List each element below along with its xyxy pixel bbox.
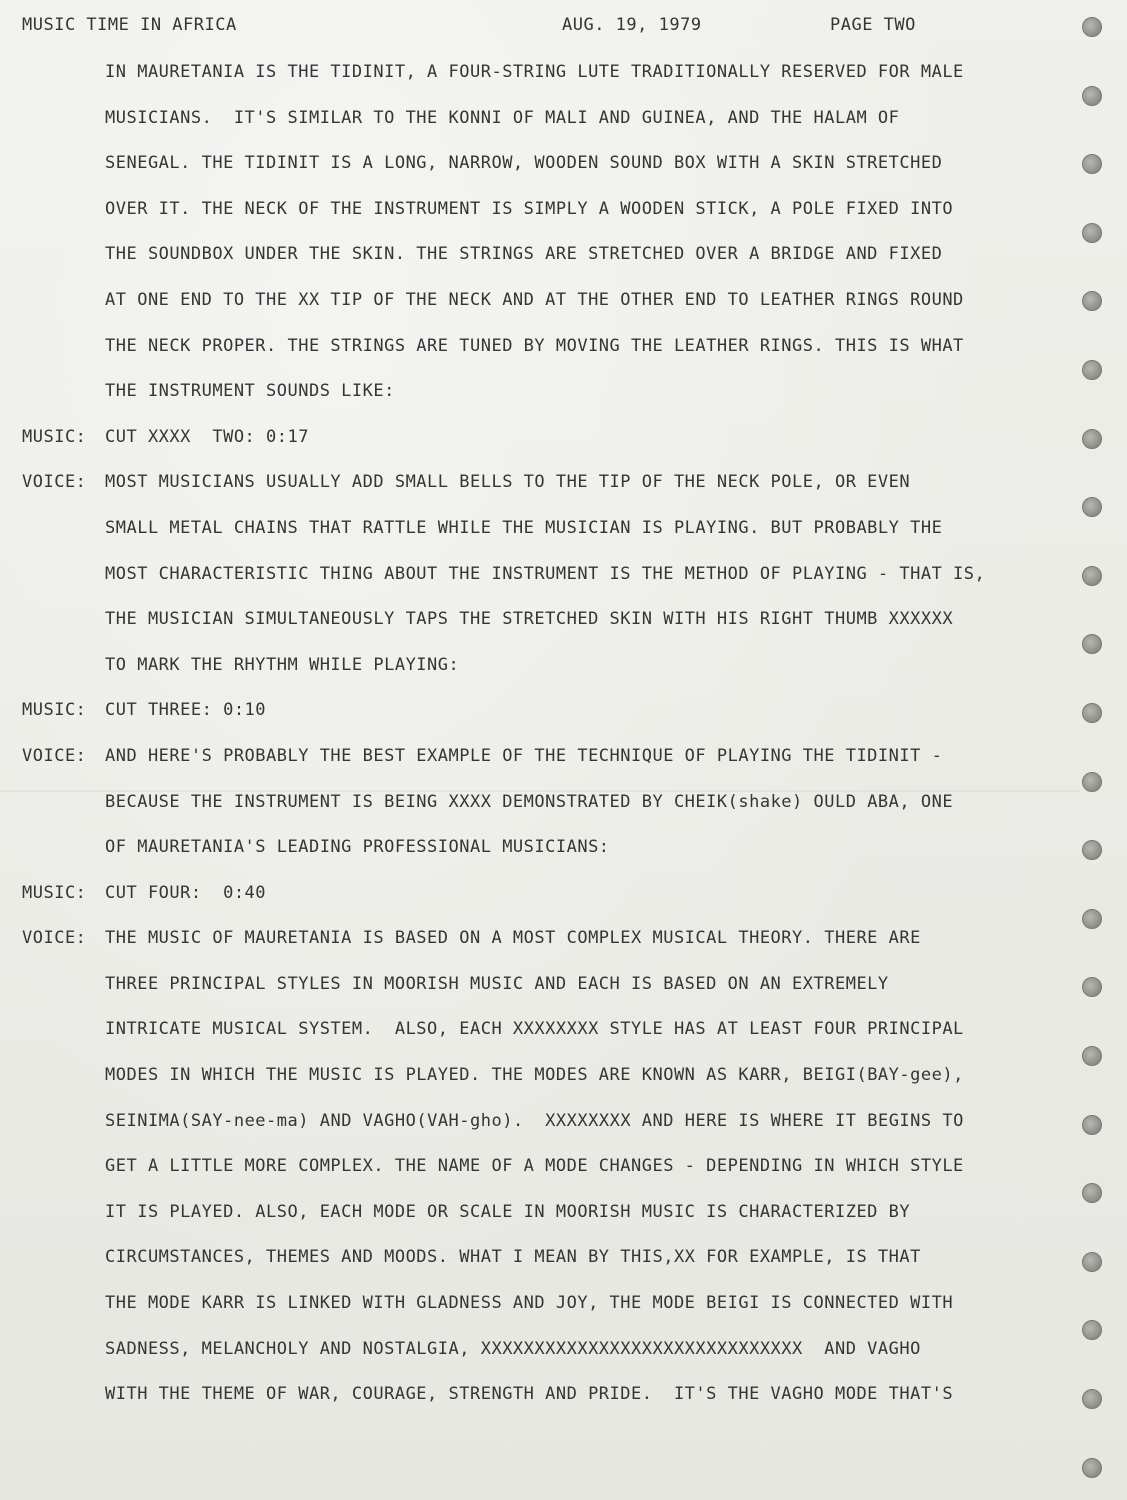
script-line — [22, 650, 1062, 696]
script-line — [22, 1242, 1062, 1288]
feed-hole — [1082, 1115, 1102, 1135]
script-line — [22, 1334, 1062, 1380]
tractor-feed-holes — [1082, 0, 1104, 1500]
line-text — [105, 1379, 953, 1409]
script-line — [22, 695, 1062, 741]
line-text — [105, 57, 964, 87]
text-segment: SMALL METAL CHAINS THAT RATTLE WHILE THE MUSICIAN IS PLAYING. BUT PROBABLY THE — [105, 517, 943, 538]
line-text — [105, 650, 459, 680]
pronunciation-guide: BAY-gee — [867, 1065, 943, 1086]
feed-hole — [1082, 291, 1102, 311]
line-text — [105, 741, 942, 771]
script-line — [22, 832, 1062, 878]
feed-hole — [1082, 840, 1102, 860]
feed-hole — [1082, 909, 1102, 929]
script-line — [22, 787, 1062, 833]
feed-hole — [1082, 1046, 1102, 1066]
text-segment: CUT THREE: 0:10 — [105, 700, 267, 721]
line-text — [105, 376, 395, 406]
line-text — [105, 194, 953, 224]
line-text — [105, 1242, 921, 1272]
script-line — [22, 1106, 1062, 1152]
text-segment: SENEGAL. THE TIDINIT IS A LONG, NARROW, WOODEN SOUND BOX WITH A SKIN STRETCHED — [105, 153, 943, 174]
script-line — [22, 422, 1062, 468]
feed-hole — [1082, 566, 1102, 586]
cue-label: VOICE: — [22, 745, 87, 766]
line-text — [105, 787, 953, 817]
text-segment: THE MODE KARR IS LINKED WITH GLADNESS AND JOY, THE MODE BEIGI IS CONNECTED WITH — [105, 1293, 954, 1314]
feed-hole — [1082, 1389, 1102, 1409]
pronunciation-guide: SAY-nee-ma — [190, 1110, 299, 1131]
script-line — [22, 467, 1062, 513]
line-text — [105, 239, 942, 269]
text-segment: CUT XXXX TWO: 0:17 — [105, 426, 309, 447]
text-segment: ). XXXXXXXX AND HERE IS WHERE IT BEGINS TO — [502, 1110, 964, 1131]
line-text — [105, 1106, 964, 1136]
feed-hole — [1082, 1458, 1102, 1478]
script-line — [22, 376, 1062, 422]
text-segment: AND HERE'S PROBABLY THE BEST EXAMPLE OF THE TECHNIQUE OF PLAYING THE TIDINIT - — [105, 745, 943, 766]
text-segment: MOST MUSICIANS USUALLY ADD SMALL BELLS TO THE TIP OF THE NECK POLE, OR EVEN — [105, 472, 911, 493]
text-segment: MUSICIANS. IT'S SIMILAR TO THE KONNI OF MALI AND GUINEA, AND THE HALAM OF — [105, 107, 900, 128]
script-line — [22, 1197, 1062, 1243]
text-segment: THE MUSICIAN SIMULTANEOUSLY TAPS THE STRETCHED SKIN WITH HIS RIGHT THUMB XXXXXX — [105, 609, 954, 630]
text-segment: THE NECK PROPER. THE STRINGS ARE TUNED BY MOVING THE LEATHER RINGS. THIS IS WHAT — [105, 335, 964, 356]
script-line — [22, 1288, 1062, 1334]
text-segment: THE MUSIC OF MAURETANIA IS BASED ON A MOST COMPLEX MUSICAL THEORY. THERE ARE — [105, 928, 921, 949]
feed-hole — [1082, 1252, 1102, 1272]
cue-label: MUSIC: — [22, 882, 87, 903]
text-segment: INTRICATE MUSICAL SYSTEM. ALSO, EACH XXXXXXXX STYLE HAS AT LEAST FOUR PRINCIPAL — [105, 1019, 964, 1040]
script-line — [22, 103, 1062, 149]
line-text — [105, 604, 953, 634]
script-text — [22, 10, 1062, 1425]
line-text — [105, 1151, 964, 1181]
line-text — [105, 285, 964, 315]
script-line — [22, 239, 1062, 285]
line-text — [105, 878, 266, 908]
text-segment: OVER IT. THE NECK OF THE INSTRUMENT IS SIMPLY A WOODEN STICK, A POLE FIXED INTO — [105, 198, 954, 219]
text-segment: MOST CHARACTERISTIC THING ABOUT THE INSTRUMENT IS THE METHOD OF PLAYING - THAT IS, — [105, 563, 986, 584]
feed-hole — [1082, 17, 1102, 37]
feed-hole — [1082, 634, 1102, 654]
script-line — [22, 1014, 1062, 1060]
script-line — [22, 559, 1062, 605]
line-text — [105, 1288, 953, 1318]
text-segment: AT ONE END TO THE XX TIP OF THE NECK AND AT THE OTHER END TO LEATHER RINGS ROUND — [105, 289, 964, 310]
line-text — [105, 148, 942, 178]
script-line — [22, 741, 1062, 787]
cue-label: VOICE: — [22, 928, 87, 949]
script-line — [22, 1379, 1062, 1425]
feed-hole — [1082, 223, 1102, 243]
script-line — [22, 923, 1062, 969]
text-segment: THE INSTRUMENT SOUNDS LIKE: — [105, 381, 395, 402]
script-line — [22, 331, 1062, 377]
text-segment: CUT FOUR: 0:40 — [105, 882, 267, 903]
line-text — [105, 1197, 910, 1227]
script-line — [22, 969, 1062, 1015]
feed-hole — [1082, 154, 1102, 174]
line-text — [105, 832, 610, 862]
line-text — [105, 969, 889, 999]
script-line — [22, 1060, 1062, 1106]
line-text — [105, 422, 309, 452]
line-text — [105, 1060, 964, 1090]
line-text — [105, 559, 985, 589]
script-line — [22, 1151, 1062, 1197]
line-text — [105, 1014, 964, 1044]
text-segment: THREE PRINCIPAL STYLES IN MOORISH MUSIC AND EACH IS BASED ON AN EXTREMELY — [105, 973, 889, 994]
script-line — [22, 604, 1062, 650]
feed-hole — [1082, 977, 1102, 997]
line-text — [105, 513, 942, 543]
text-segment: IN MAURETANIA IS THE TIDINIT, A FOUR-STRING LUTE TRADITIONALLY RESERVED FOR MALE — [105, 62, 964, 82]
text-segment: WITH THE THEME OF WAR, COURAGE, STRENGTH AND PRIDE. IT'S THE VAGHO MODE THAT'S — [105, 1384, 954, 1405]
feed-hole — [1082, 497, 1102, 517]
text-segment: GET A LITTLE MORE COMPLEX. THE NAME OF A MODE CHANGES - DEPENDING IN WHICH STYLE — [105, 1156, 964, 1177]
line-text — [105, 103, 899, 133]
line-text — [105, 923, 921, 953]
text-segment: CIRCUMSTANCES, THEMES AND MOODS. WHAT I MEAN BY THIS,XX FOR EXAMPLE, IS THAT — [105, 1247, 921, 1268]
feed-hole — [1082, 1320, 1102, 1340]
page-number: PAGE TWO — [830, 15, 916, 35]
text-segment: BECAUSE THE INSTRUMENT IS BEING XXXX DEMONSTRATED BY CHEIK( — [105, 791, 739, 812]
text-segment: ) OULD ABA, ONE — [792, 791, 954, 812]
line-text — [105, 1334, 921, 1364]
line-text — [105, 331, 964, 361]
feed-hole — [1082, 1183, 1102, 1203]
feed-hole — [1082, 360, 1102, 380]
line-text — [105, 695, 266, 725]
script-line — [22, 57, 1062, 103]
text-segment: ) AND VAGHO( — [298, 1110, 428, 1131]
text-segment: MODES IN WHICH THE MUSIC IS PLAYED. THE MODES ARE KNOWN AS KARR, BEIGI( — [105, 1065, 868, 1086]
text-segment: TO MARK THE RHYTHM WHILE PLAYING: — [105, 654, 460, 675]
script-line — [22, 194, 1062, 240]
script-line — [22, 148, 1062, 194]
pronunciation-guide: VAH-gho — [427, 1110, 503, 1131]
feed-hole — [1082, 429, 1102, 449]
script-line — [22, 513, 1062, 559]
feed-hole — [1082, 703, 1102, 723]
text-segment: OF MAURETANIA'S LEADING PROFESSIONAL MUSICIANS: — [105, 837, 610, 858]
text-segment: SEINIMA( — [105, 1110, 191, 1131]
line-text — [105, 467, 910, 497]
script-line — [22, 285, 1062, 331]
script-line — [22, 878, 1062, 924]
broadcast-date: AUG. 19, 1979 — [562, 15, 702, 35]
cue-label: MUSIC: — [22, 426, 87, 447]
text-segment: SADNESS, MELANCHOLY AND NOSTALGIA, XXXXXXXXXXXXXXXXXXXXXXXXXXXXXX AND VAGHO — [105, 1338, 921, 1359]
page-header — [22, 10, 1062, 57]
body-lines — [22, 57, 1062, 1425]
text-segment: THE SOUNDBOX UNDER THE SKIN. THE STRINGS ARE STRETCHED OVER A BRIDGE AND FIXED — [105, 244, 943, 265]
feed-hole — [1082, 86, 1102, 106]
program-title: MUSIC TIME IN AFRICA — [22, 15, 237, 35]
feed-hole — [1082, 772, 1102, 792]
pronunciation-guide: shake — [738, 791, 793, 812]
text-segment: IT IS PLAYED. ALSO, EACH MODE OR SCALE IN MOORISH MUSIC IS CHARACTERIZED BY — [105, 1201, 911, 1222]
cue-label: VOICE: — [22, 472, 87, 493]
text-segment: ), — [942, 1065, 964, 1086]
cue-label: MUSIC: — [22, 700, 87, 721]
